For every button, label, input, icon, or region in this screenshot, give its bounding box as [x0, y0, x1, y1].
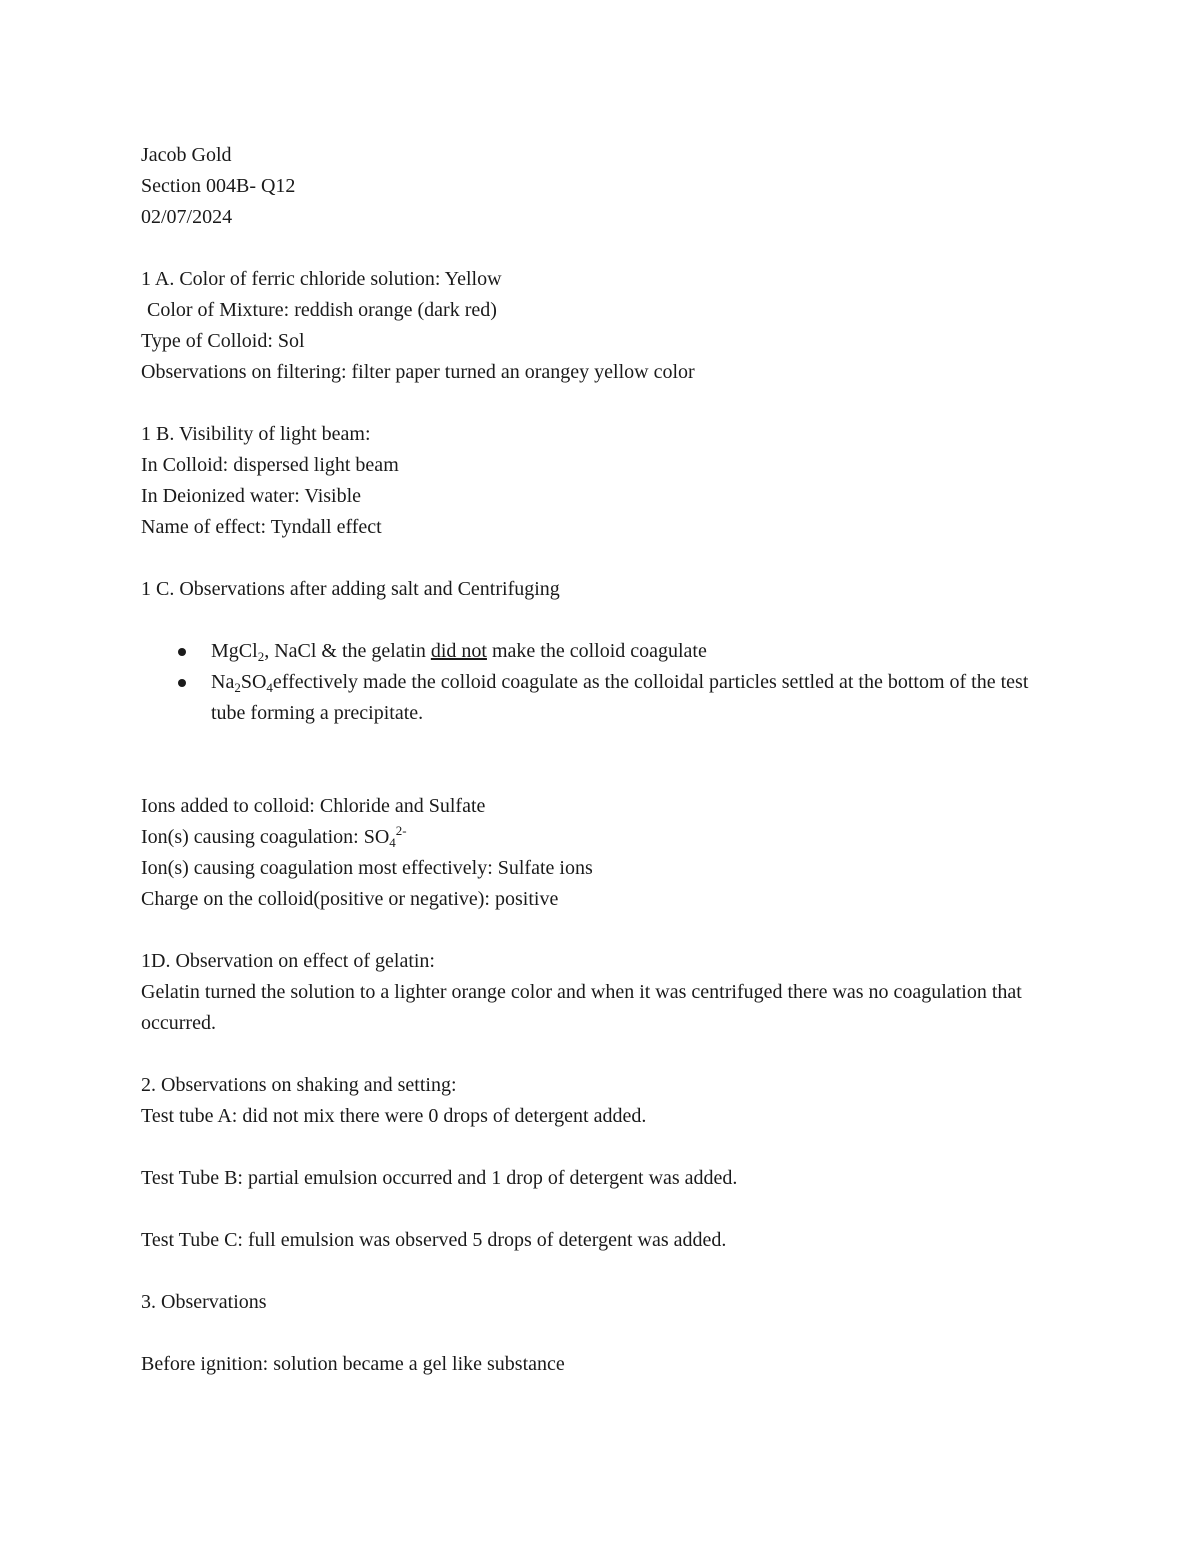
ions-causing-line: Ion(s) causing coagulation: $SO_4^{2-}$ — [141, 823, 407, 850]
tube-c-line: Test Tube C: full emulsion was observed 5 drops of detergent was added. — [141, 1229, 727, 1251]
effect-name-line: Name of effect: Tyndall effect — [141, 516, 382, 538]
bullet-na2so4: $Na_2SO_4effectively$ made the colloid coagulate as the colloidal particles settled at the bottom of the test tube forming a precipitate. — [141, 667, 1041, 729]
most-effective-line: Ion(s) causing coagulation most effectively: Sulfate ions — [141, 857, 593, 879]
date-label: 02/07/2024 — [141, 206, 233, 228]
ions-added-line: Ions added to colloid: Chloride and Sulfate — [141, 795, 486, 817]
student-name: Jacob Gold — [141, 144, 232, 166]
mixture-color-line: Color of Mixture: reddish orange (dark red) — [147, 299, 497, 321]
in-water-line: In Deionized water: Visible — [141, 485, 362, 507]
did-not-underlined: did not — [430, 640, 487, 662]
ferric-color-line: 1 A. Color of ferric chloride solution: Yellow — [141, 268, 502, 290]
gelatin-title: 1D. Observation on effect of gelatin: — [141, 950, 435, 972]
coagulation-bullet-list — [141, 636, 1041, 729]
tube-a-line: Test tube A: did not mix there were 0 drops of detergent added. — [141, 1105, 647, 1127]
colloid-type-line: Type of Colloid: Sol — [141, 330, 305, 352]
bullet-mgcl2: MgCl$_2$, NaCl & the gelatin did not make the colloid coagulate — [141, 636, 1041, 667]
bullet-dot-icon — [178, 648, 186, 656]
salt-centrifuge-title: 1 C. Observations after adding salt and Centrifuging — [141, 578, 560, 600]
section-label: Section 004B- Q12 — [141, 175, 296, 197]
light-beam-title: 1 B. Visibility of light beam: — [141, 423, 371, 445]
tube-b-line: Test Tube B: partial emulsion occurred and 1 drop of detergent was added. — [141, 1167, 738, 1189]
in-colloid-line: In Colloid: dispersed light beam — [141, 454, 399, 476]
filtering-line: Observations on filtering: filter paper turned an orangey yellow color — [141, 361, 695, 383]
bullet-dot-icon — [178, 679, 186, 687]
charge-line: Charge on the colloid(positive or negative): positive — [141, 888, 559, 910]
observations-title: 3. Observations — [141, 1291, 267, 1313]
before-ignition-line: Before ignition: solution became a gel like substance — [141, 1353, 565, 1375]
gelatin-text: Gelatin turned the solution to a lighter orange color and when it was centrifuged there was no coagulation that occurred. — [141, 981, 1022, 1034]
shaking-title: 2. Observations on shaking and setting: — [141, 1074, 457, 1096]
document-body — [141, 140, 1041, 1380]
